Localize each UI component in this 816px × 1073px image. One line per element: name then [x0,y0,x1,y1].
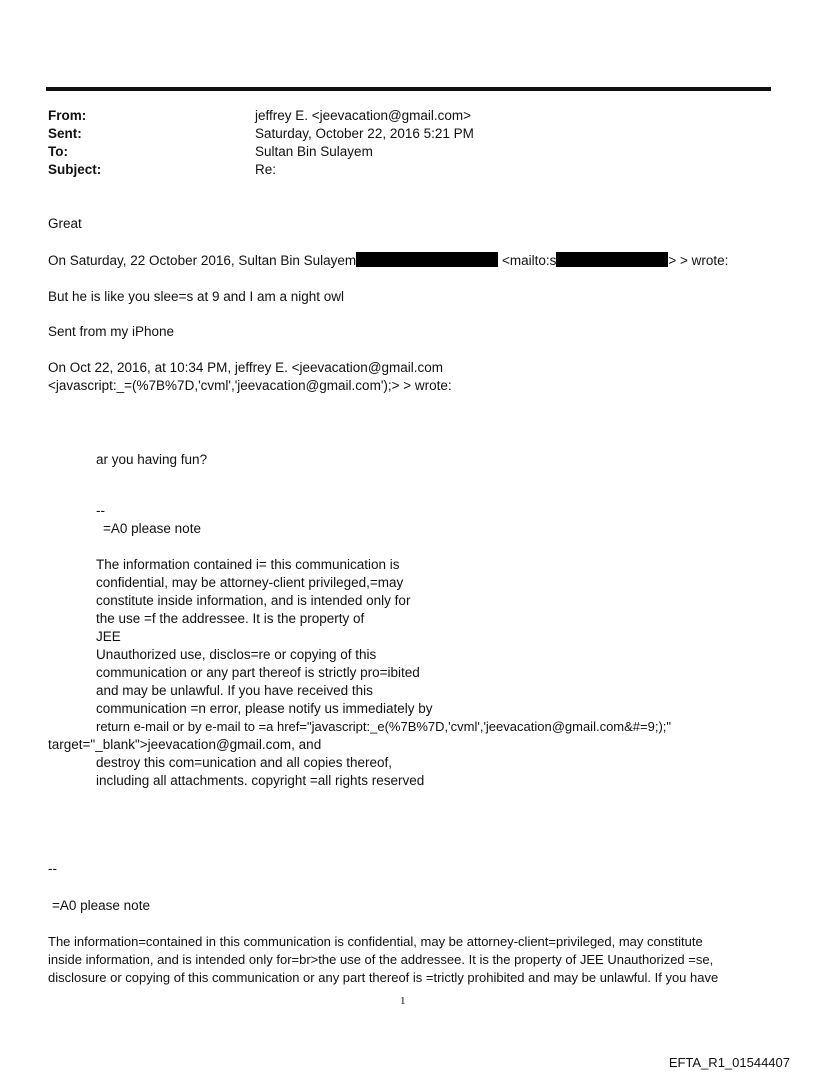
sent-label: Sent: [48,126,82,141]
disclaimer-line: confidential, may be attorney-client privileged,=may [96,575,404,590]
to-row [48,143,768,161]
to-label: To: [48,144,68,159]
disclaimer-line: target="_blank">jeevacation@gmail.com, and [48,737,322,752]
subject-label: Subject: [48,162,102,177]
signature-note: =A0 please note [103,521,201,536]
quote2-line1: On Oct 22, 2016, at 10:34 PM, jeffrey E. <jeevacation@gmail.com [48,360,444,375]
disclaimer-line: and may be unlawful. If you have received this [96,683,373,698]
to-value: Sultan Bin Sulayem [255,144,373,159]
redaction-block [556,252,668,267]
header-rule [46,87,771,91]
signature2-dash: -- [48,861,57,876]
sent-row [48,125,768,143]
iphone-line: Sent from my iPhone [48,324,175,339]
redaction-block [356,252,498,267]
final-disclaimer-line: The information=contained in this communication is confidential, may be attorney-client=privileged, may constitute [48,934,703,949]
subject-value: Re: [255,162,277,177]
greeting: Great [48,216,82,231]
from-label: From: [48,108,87,123]
email-header [48,107,768,179]
quote2-line2: <javascript:_=(%7B%7D,'cvml','jeevacation@gmail.com');> > wrote: [48,378,452,393]
disclaimer-line: JEE [96,629,121,644]
from-row [48,107,768,125]
final-disclaimer-line: disclosure or copying of this communication or any part thereof is =trictly prohibited and may be unlawful. If you have [48,970,719,985]
disclaimer-line: including all attachments. copyright =all rights reserved [96,773,425,788]
disclaimer-line: communication =n error, please notify us immediately by [96,701,433,716]
disclaimer-line: communication or any part thereof is strictly pro=ibited [96,665,420,680]
quote1-start: On Saturday, 22 October 2016, Sultan Bin Sulayem [48,253,357,268]
fun-line: ar you having fun? [96,452,208,467]
signature-dash: -- [96,503,105,518]
disclaimer-line: destroy this com=unication and all copies thereof, [96,755,393,770]
signature2-note: =A0 please note [52,898,150,913]
quote1-mailto: <mailto:s [498,253,557,268]
disclaimer-line: The information contained i= this communication is [96,557,400,572]
from-value: jeffrey E. <jeevacation@gmail.com> [255,108,472,123]
document-id: EFTA_R1_01544407 [668,1055,790,1070]
sleep-line: But he is like you slee=s at 9 and I am a night owl [48,289,345,304]
final-disclaimer-line: inside information, and is intended only for=br>the use of the addressee. It is the property of JEE Unauthorized =se, [48,952,714,967]
quote1-line [48,252,728,270]
page-number: 1 [400,995,406,1007]
quote1-end: > > wrote: [668,253,729,268]
disclaimer-line: the use =f the addressee. It is the property of [96,611,365,626]
disclaimer-line: return e-mail or by e-mail to =a href="javascript:_e(%7B%7D,'cvml','jeevacation@gmail.com&#=9;);" [96,719,672,734]
subject-row [48,161,768,179]
disclaimer-line: Unauthorized use, disclos=re or copying of this [96,647,377,662]
disclaimer-line: constitute inside information, and is intended only for [96,593,411,608]
sent-value: Saturday, October 22, 2016 5:21 PM [255,126,474,141]
